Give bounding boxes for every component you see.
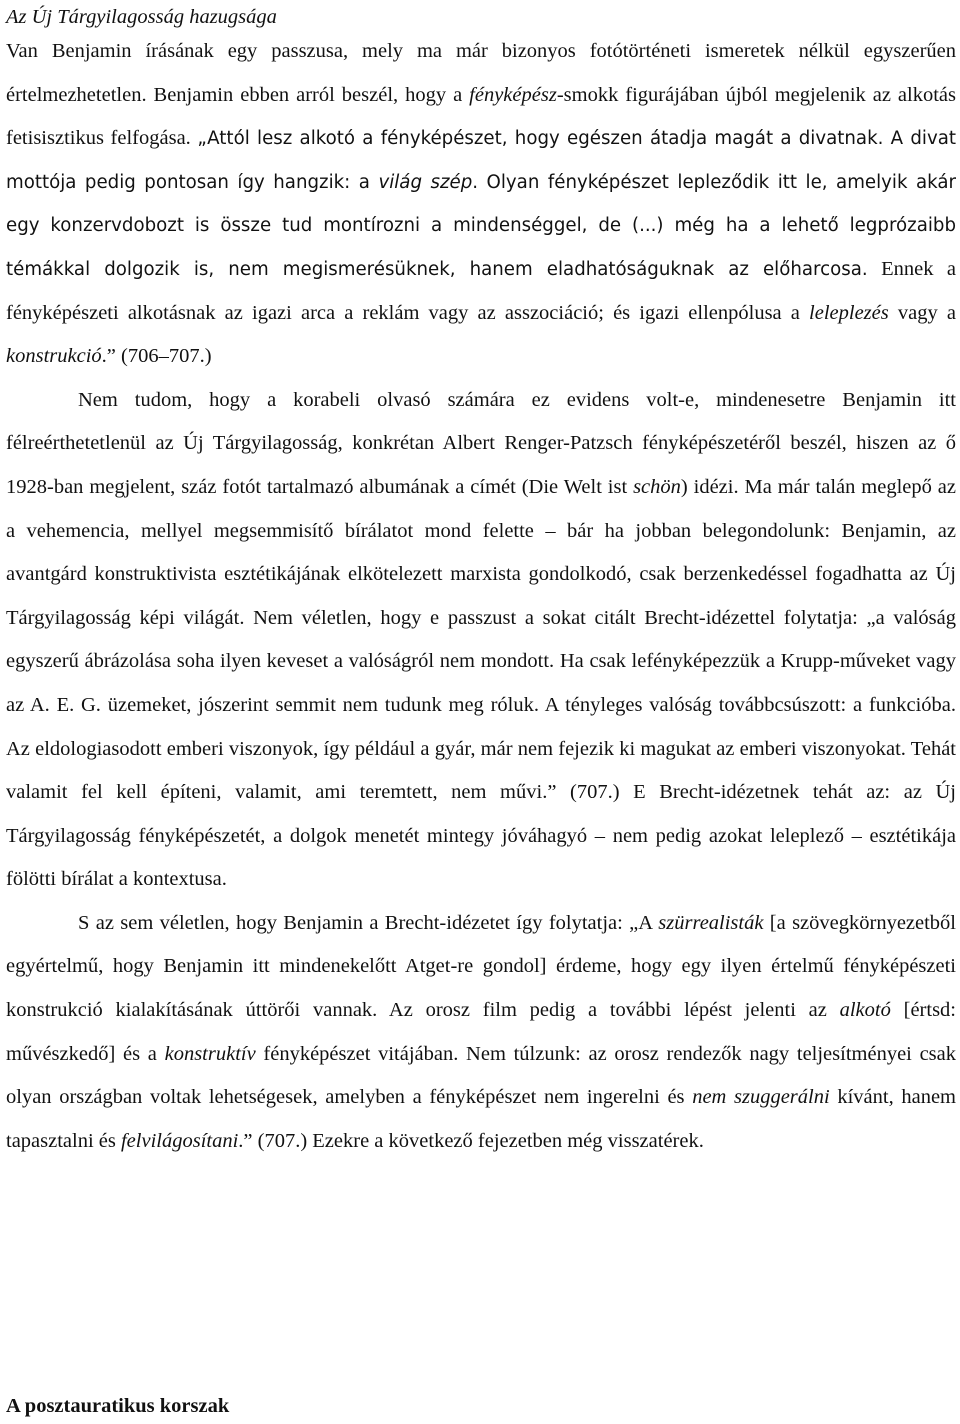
paragraph-2-emphasis-1: schön (633, 475, 681, 498)
paragraph-3-text-5: kívánt, hanem tapasztalni és (6, 1086, 956, 1152)
document-page (6, 0, 957, 1417)
paragraph-1-quote-1: „Attól lesz alkotó a fényképészet, hogy egészen átadja magát a divatnak. A divat mottója pedig pontosan így hangzik: a (6, 128, 957, 193)
paragraph-1-quote-2: . Olyan fényképészet lepleződik itt le, amelyik akár egy konzervdobozt is össze tud montírozni a mindenséggel, de (...) még ha a lehető legprózaibb témákkal dolgozik is, nem megismerésüknek, hanem eladhatóságuknak az előharcosa. (6, 171, 956, 280)
paragraph-1-text-5: .” (706–707.) (101, 345, 212, 368)
paragraph-1-emphasis-4: konstrukció (6, 345, 102, 368)
paragraph-3-text-2: [a szövegkörnyezetből egyértelmű, hogy Benjamin itt mindenekelőtt Atget-re gondol] érdeme, hogy egy ilyen értelmű fényképészeti konstrukció kialakításának úttörői vannak. Az orosz film pedig a további lépést jelenti az (6, 911, 957, 1022)
paragraph-2 (6, 379, 956, 902)
paragraph-3-emphasis-5: felvilágosítani (120, 1129, 239, 1152)
paragraph-1-text-2: -smokk figurájában újból megjelenik az alkotás fetisisztikus felfogása. (6, 83, 956, 150)
paragraph-1-emphasis-1: fényképész (469, 83, 557, 106)
paragraph-1-emphasis-2: világ szép (378, 171, 473, 193)
paragraph-3 (6, 902, 956, 1164)
paragraph-3-emphasis-3: konstruktív (164, 1042, 256, 1065)
paragraph-3-emphasis-2: alkotó (839, 999, 891, 1022)
paragraph-3-text-1: S az sem véletlen, hogy Benjamin a Brecht-idézetet így folytatja: „A (78, 911, 659, 934)
paragraph-2-text-2: ) idézi. Ma már talán meglepő az a vehemencia, mellyel megsemmisítő bírálatot mond felette – bár ha jobban belegondolunk: Benjamin, az avantgárd konstruktivista esztétikájának elkötelezett marxista gondolkodó, csak berzenkedéssel fogadhatta az Új Tárgyilagosság képi világát. Nem véletlen, hogy e passzust a sokat citált Brecht-idézettel folytatja: „a valóság egyszerű ábrázolása soha ilyen keveset a valóságról nem mondott. Ha csak lefényképezzük a Krupp-műveket vagy az A. E. G. üzemeket, jószerint semmit nem tudunk meg róluk. A tényleges valóság továbbcsúszott: a funkcióba. Az eldologiasodott emberi viszonyok, így például a gyár, már nem fejezik ki magukat az emberi viszonyokat. Tehát valamit fel kell építeni, valamit, ami teremtett, nem művi.” (707.) E Brecht-idézetnek tehát az: az Új Tárgyilagosság fényképészetét, a dolgok menetét mintegy jóváhagyó – nem pedig azokat leleplező – esztétikája fölötti bírálat a kontextusa. (6, 475, 956, 891)
paragraph-1-emphasis-3: leleplezés (809, 301, 889, 324)
paragraph-1-text-4: vagy a (888, 301, 956, 324)
paragraph-1-text-3: Ennek a fényképészeti alkotásnak az igazi arca a reklám vagy az asszociáció; és igazi ellenpólusa a (6, 257, 956, 324)
paragraph-3-text-3: [értsd: művészkedő] és a (6, 999, 956, 1065)
paragraph-3-text-4: fényképészet vitájában. Nem túlzunk: az orosz rendezők nagy teljesítményei csak olyan országban voltak lehetségesek, amelyben a fényképészet nem ingerelni és (6, 1042, 956, 1109)
paragraph-1-text-1: Van Benjamin írásának egy passzusa, mely ma már bizonyos fotótörténeti ismeretek nélkül egyszerűen értelmezhetetlen. Benjamin ebben arról beszél, hogy a (6, 40, 956, 106)
paragraph-3-emphasis-1: szürrealisták (658, 911, 764, 934)
paragraph-3-text-6: .” (707.) Ezekre a következő fejezetben még visszatérek. (238, 1129, 704, 1152)
paragraph-2-text-1: Nem tudom, hogy a korabeli olvasó számára ez evidens volt-e, mindenesetre Benjamin itt félreérthetetlenül az Új Tárgyilagosság, konkrétan Albert Renger-Patzsch fényképészetéről beszél, hiszen az ő 1928-ban megjelent, száz fotót tartalmazó albumának a címét (Die Welt ist (6, 388, 956, 498)
paragraph-1 (6, 30, 956, 379)
document-title: Az Új Tárgyilagosság hazugsága (6, 6, 277, 28)
section-heading: A posztauratikus korszak (6, 1395, 230, 1417)
paragraph-3-emphasis-4: nem szuggerálni (692, 1086, 830, 1109)
